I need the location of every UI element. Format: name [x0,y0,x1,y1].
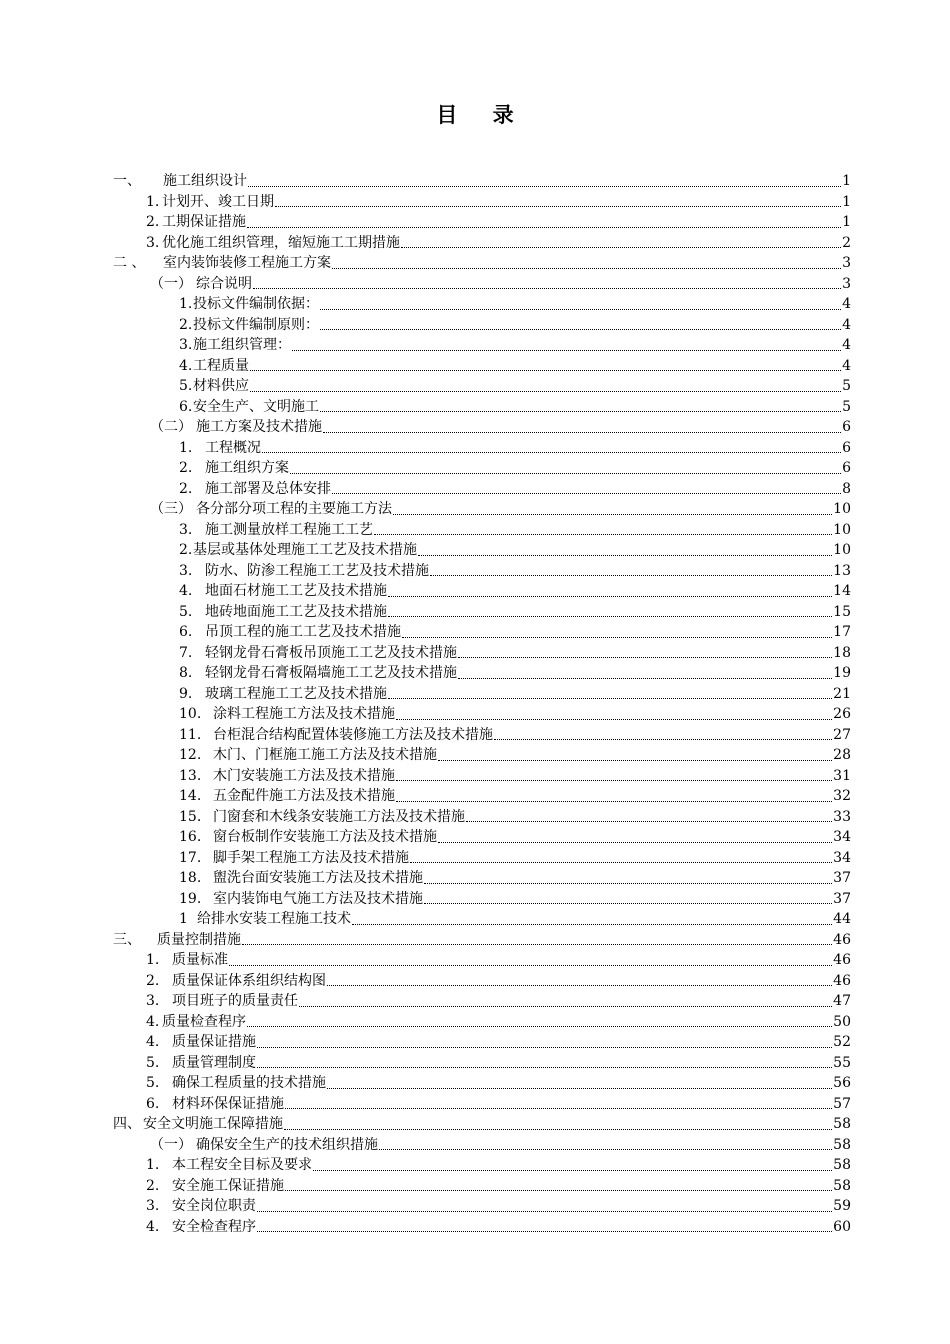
toc-dot-leader [284,1109,832,1130]
toc-page-number: 32 [833,788,851,804]
toc-dot-leader [250,371,841,392]
toc-dot-leader [247,1006,832,1027]
toc-entry-text: 脚手架工程施工方法及技术措施 [213,849,409,866]
toc-entry-text: 确保安全生产的技术组织措施 [196,1136,378,1153]
toc-entry-text: 安全施工保证措施 [172,1177,284,1194]
toc-entry-number: 12. [179,747,202,763]
toc-page-number: 1 [842,173,851,189]
toc-entry-text: 给排水安装工程施工技术 [197,911,351,927]
toc-entry-text: 轻钢龙骨石膏板吊顶施工工艺及技术措施 [205,644,457,661]
toc-entry-number: 4. [146,1034,160,1050]
toc-entry-label [150,274,252,295]
toc-page-number: 1 [842,193,851,210]
toc-page-number: 58 [833,1136,851,1153]
toc-page-number: 14 [833,583,851,599]
toc-entry-label [146,950,228,971]
toc-entry-number: 3. [179,337,193,353]
toc-page-number: 37 [833,890,851,907]
toc-entry-label [179,786,395,807]
toc-entry-label [179,520,373,541]
toc-page-number: 5 [842,378,851,394]
toc-dot-leader [250,350,841,371]
toc-entry-number: 3. [146,1198,160,1214]
toc-entry-number: 4. [179,583,193,599]
toc-entry-label [113,1114,283,1135]
toc-page-number: 4 [842,296,851,312]
toc-page-number: 46 [833,931,851,948]
toc-entry-text: 木门安装施工方法及技术措施 [213,767,395,784]
toc-dot-leader [299,986,832,1007]
toc-entry-number: 15. [179,808,202,825]
toc-dot-leader [285,1088,832,1109]
toc-page-number: 56 [833,1075,851,1091]
toc-page-number: 26 [833,706,851,722]
toc-entry-label [113,171,247,192]
toc-entry-text: 施工组织设计 [163,173,247,189]
toc-entry-label [179,684,387,705]
toc-dot-leader [396,781,832,802]
toc-entry-number: 7. [179,644,193,661]
toc-entry-text: 工期保证措施 [162,214,246,230]
toc-entry-label [179,868,423,889]
toc-page-number: 33 [833,808,851,825]
toc-page-number: 21 [833,685,851,702]
toc-page-number: 3 [842,255,851,271]
toc-entry-number: 5. [179,378,193,394]
toc-page-number: 1 [842,214,851,230]
toc-entry-text: 轻钢龙骨石膏板隔墙施工工艺及技术措施 [205,665,457,681]
toc-page-number: 13 [833,562,851,579]
toc-entry-number: 6. [179,624,193,640]
toc-page-number: 28 [833,747,851,763]
toc-entry-text: 质量标准 [172,952,228,968]
toc-entry-number: 5. [146,1054,160,1071]
toc-entry-text: 门窗套和木线条安装施工方法及技术措施 [213,808,465,825]
toc-entry-label [179,827,437,848]
toc-dot-leader [466,801,832,822]
toc-dot-leader [430,555,832,576]
toc-entry-number: 16. [179,829,202,845]
toc-entry-text: 计划开、竣工日期 [162,193,274,210]
toc-entry-label [179,458,289,479]
toc-dot-leader [396,760,832,781]
toc-dot-leader [248,166,841,187]
toc-entry-number: 二 、 [113,255,146,271]
toc-dot-leader [388,576,832,597]
toc-entry-label [146,1053,256,1074]
toc-entry-text: 优化施工组织管理，缩短施工工期措施 [162,234,400,251]
toc-entry-text: 质量保证措施 [172,1034,256,1050]
toc-dot-leader [285,1170,832,1191]
toc-dot-leader [418,535,832,556]
toc-entry-text: 盥洗台面安装施工方法及技术措施 [213,870,423,886]
toc-page-number: 52 [833,1034,851,1050]
toc-entry-number: 一、 [113,173,141,189]
toc-dot-leader [290,453,841,474]
toc-page-number: 31 [833,767,851,784]
toc-entry-number: （一） [150,1136,192,1153]
toc-entry-text: 本工程安全目标及要求 [172,1157,312,1173]
toc-page-number: 15 [833,603,851,620]
toc-entry-number: 1. [179,296,193,312]
toc-dot-leader [379,1129,832,1150]
toc-entry-label [179,479,331,500]
toc-dot-leader [257,1211,832,1232]
toc-page-number: 5 [842,398,851,415]
toc-entry-label [179,438,261,459]
toc-entry-text: 台柜混合结构配置体装修施工方法及技术措施 [213,726,493,743]
toc-entry-number: 6. [179,398,193,415]
toc-dot-leader [401,227,841,248]
toc-page-number: 46 [833,972,851,989]
toc-entry-label [146,1196,256,1217]
toc-entry-number: 11. [179,726,202,743]
toc-dot-leader [323,412,841,433]
toc-entry-number: 4. [179,357,193,374]
toc-entry-text: 投标文件编制原则： [193,316,319,333]
toc-entry-text: 地面石材施工工艺及技术措施 [205,583,387,599]
toc-entry-number: 1. [146,1157,160,1173]
toc-entry-number: 三、 [113,931,141,948]
toc-page-number: 46 [833,952,851,968]
toc-entry-number: 8. [179,665,193,681]
toc-entry-number: 10. [179,706,202,722]
toc-entry-text: 地砖地面施工工艺及技术措施 [205,603,387,620]
toc-entry-text: 质量控制措施 [157,931,241,948]
toc-entry-label [179,540,417,561]
toc-dot-leader [458,658,832,679]
toc-entry-text: 安全岗位职责 [172,1198,256,1214]
toc-entry-text: 质量检查程序 [162,1013,246,1030]
toc-entry-number: 18. [179,870,202,886]
toc-entry-number: 2. [179,542,193,558]
toc-dot-leader [320,391,841,412]
toc-dot-leader [388,678,832,699]
toc-entry[interactable] [146,1217,851,1238]
toc-entry-text: 室内装饰电气施工方法及技术措施 [213,890,423,907]
toc-dot-leader [332,248,841,269]
toc-entry-number: 4. [146,1218,160,1235]
toc-entry-text: 吊顶工程的施工工艺及技术措施 [205,624,401,640]
toc-page-number: 4 [842,337,851,353]
toc-entry-text: 基层或基体处理施工工艺及技术措施 [193,542,417,558]
toc-entry-text: 防水、防渗工程施工工艺及技术措施 [205,562,429,579]
toc-entry-label [179,643,457,664]
toc-entry-text: 玻璃工程施工工艺及技术措施 [205,685,387,702]
toc-entry-text: 木门、门框施工施工方法及技术措施 [213,747,437,763]
toc-entry-number: 2. [146,972,160,989]
page-title: 目 录 [436,102,528,127]
toc-entry-number: 2. [179,316,193,333]
toc-entry-number: 19. [179,890,202,907]
toc-entry-text: 材料供应 [193,378,249,394]
toc-dot-leader [396,699,832,720]
toc-entry-text: 施工测量放样工程施工工艺 [205,521,373,538]
toc-entry-text: 质量管理制度 [172,1054,256,1071]
toc-entry-text: 工程质量 [193,357,249,374]
toc-page-number: 10 [833,521,851,538]
toc-entry-text: 工程概况 [205,439,261,456]
toc-page-number: 34 [833,829,851,845]
toc-page-number: 57 [833,1095,851,1112]
toc-entry-number: （二） [150,419,192,435]
toc-dot-leader [320,309,841,330]
toc-page-number: 6 [842,460,851,476]
toc-page-number: 10 [833,501,851,517]
toc-page-number: 3 [842,275,851,292]
toc-entry-number: 4. [146,1013,160,1030]
toc-dot-leader [410,842,832,863]
toc-entry-text: 确保工程质量的技术措施 [172,1075,326,1091]
toc-entry-number: 1. [146,193,160,210]
toc-dot-leader [332,473,841,494]
toc-entry-label [179,397,319,418]
toc-entry-text: 室内装饰装修工程施工方案 [163,255,331,271]
toc-entry-number: 3. [179,521,193,538]
toc-entry-text: 施工部署及总体安排 [205,480,331,497]
toc-dot-leader [253,268,841,289]
toc-entry-number: 1. [146,952,160,968]
toc-entry-label [179,294,319,315]
toc-entry-number: 2. [179,480,193,497]
toc-entry-label [150,499,392,520]
toc-dot-leader [262,432,841,453]
toc-entry-text: 施工组织方案 [205,460,289,476]
toc-page-number: 50 [833,1013,851,1030]
toc-dot-leader [374,514,832,535]
toc-entry-text: 质量保证体系组织结构图 [172,972,326,989]
toc-page-number: 44 [833,911,851,927]
toc-page-number: 10 [833,542,851,558]
toc-page-number: 58 [833,1157,851,1173]
toc-page-number: 17 [833,624,851,640]
toc-entry-label [146,1032,256,1053]
toc-dot-leader [257,1047,832,1068]
toc-entry-text: 材料环保保证措施 [172,1095,284,1112]
toc-dot-leader [257,1027,832,1048]
toc-page-number: 37 [833,870,851,886]
toc-dot-leader [292,330,841,351]
toc-dot-leader [438,740,832,761]
toc-entry-label [179,704,395,725]
toc-entry-text: 涂料工程施工方法及技术措施 [213,706,395,722]
toc-dot-leader [275,186,841,207]
toc-entry-number: 1. [179,439,193,456]
toc-dot-leader [494,719,832,740]
toc-entry-number: 2. [179,460,193,476]
toc-entry-number: 14. [179,788,202,804]
toc-entry-number: 1 [179,911,188,927]
toc-dot-leader [424,863,832,884]
toc-entry-text: 安全文明施工保障措施 [143,1116,283,1132]
toc-page-number: 55 [833,1054,851,1071]
toc-entry-label [146,1217,256,1238]
toc-page-number: 18 [833,644,851,661]
toc-entry-label [179,848,409,869]
toc-entry-number: （一） [150,275,192,292]
toc-page-number: 6 [842,439,851,456]
toc-page-number: 27 [833,726,851,743]
toc-page-number: 6 [842,419,851,435]
toc-page-number: 2 [842,234,851,251]
toc-dot-leader [458,637,832,658]
toc-page-number: 59 [833,1198,851,1214]
toc-entry-label [146,1012,246,1033]
toc-entry-label [179,376,249,397]
toc-entry-number: 2. [146,1177,160,1194]
toc-page-number: 19 [833,665,851,681]
toc-entry-number: 6. [146,1095,160,1112]
toc-dot-leader [313,1150,832,1171]
toc-page-number: 8 [842,480,851,497]
toc-dot-leader [402,617,832,638]
toc-entry-label [179,356,249,377]
toc-dot-leader [424,883,832,904]
toc-entry-label [179,766,395,787]
toc-entry-label [179,807,465,828]
toc-entry-number: 3. [146,993,160,1009]
toc-entry-text: 综合说明 [196,275,252,292]
toc-dot-leader [393,494,832,515]
toc-page-number: 47 [833,993,851,1009]
toc-dot-leader [327,1068,832,1089]
toc-entry-number: 3. [179,562,193,579]
toc-entry-label [179,581,387,602]
toc-entry-label [179,602,387,623]
toc-entry-label [146,1094,284,1115]
toc-dot-leader [242,924,832,945]
toc-entry-text: 安全检查程序 [172,1218,256,1235]
toc-entry-number: 四、 [113,1116,141,1132]
toc-dot-leader [229,945,832,966]
toc-entry-text: 投标文件编制依据： [193,296,319,312]
toc-entry-number: 3. [146,234,160,251]
toc-entry-text: 窗台板制作安装施工方法及技术措施 [213,829,437,845]
toc-dot-leader [438,822,832,843]
toc-page-number: 60 [833,1218,851,1235]
toc-entry-number: 5. [146,1075,160,1091]
toc-entry-text: 五金配件施工方法及技术措施 [213,788,395,804]
toc-page-number: 58 [833,1116,851,1132]
toc-entry-label [113,930,241,951]
toc-entry-number: 9. [179,685,193,702]
toc-entry-number: 13. [179,767,202,784]
toc-dot-leader [247,207,841,228]
toc-entry-text: 施工组织管理： [193,337,291,353]
toc-entry-text: 安全生产、文明施工 [193,398,319,415]
toc-entry-number: 2. [146,214,160,230]
toc-entry-text: 施工方案及技术措施 [196,419,322,435]
toc-entry-text: 各分部分项工程的主要施工方法 [196,501,392,517]
toc-dot-leader [388,596,832,617]
toc-entry-text: 项目班子的质量责任 [172,993,298,1009]
toc-entry-number: （三） [150,501,192,517]
toc-dot-leader [320,289,841,310]
toc-dot-leader [327,965,832,986]
toc-entry-number: 5. [179,603,193,620]
toc-page-number: 58 [833,1177,851,1194]
toc-entry-number: 17. [179,849,202,866]
toc-page-number: 4 [842,316,851,333]
toc-page-number: 34 [833,849,851,866]
toc-entry-label [146,212,246,233]
toc-dot-leader [257,1191,832,1212]
toc-page-number: 4 [842,357,851,374]
toc-dot-leader [352,904,832,925]
toc-entry-label [179,622,401,643]
